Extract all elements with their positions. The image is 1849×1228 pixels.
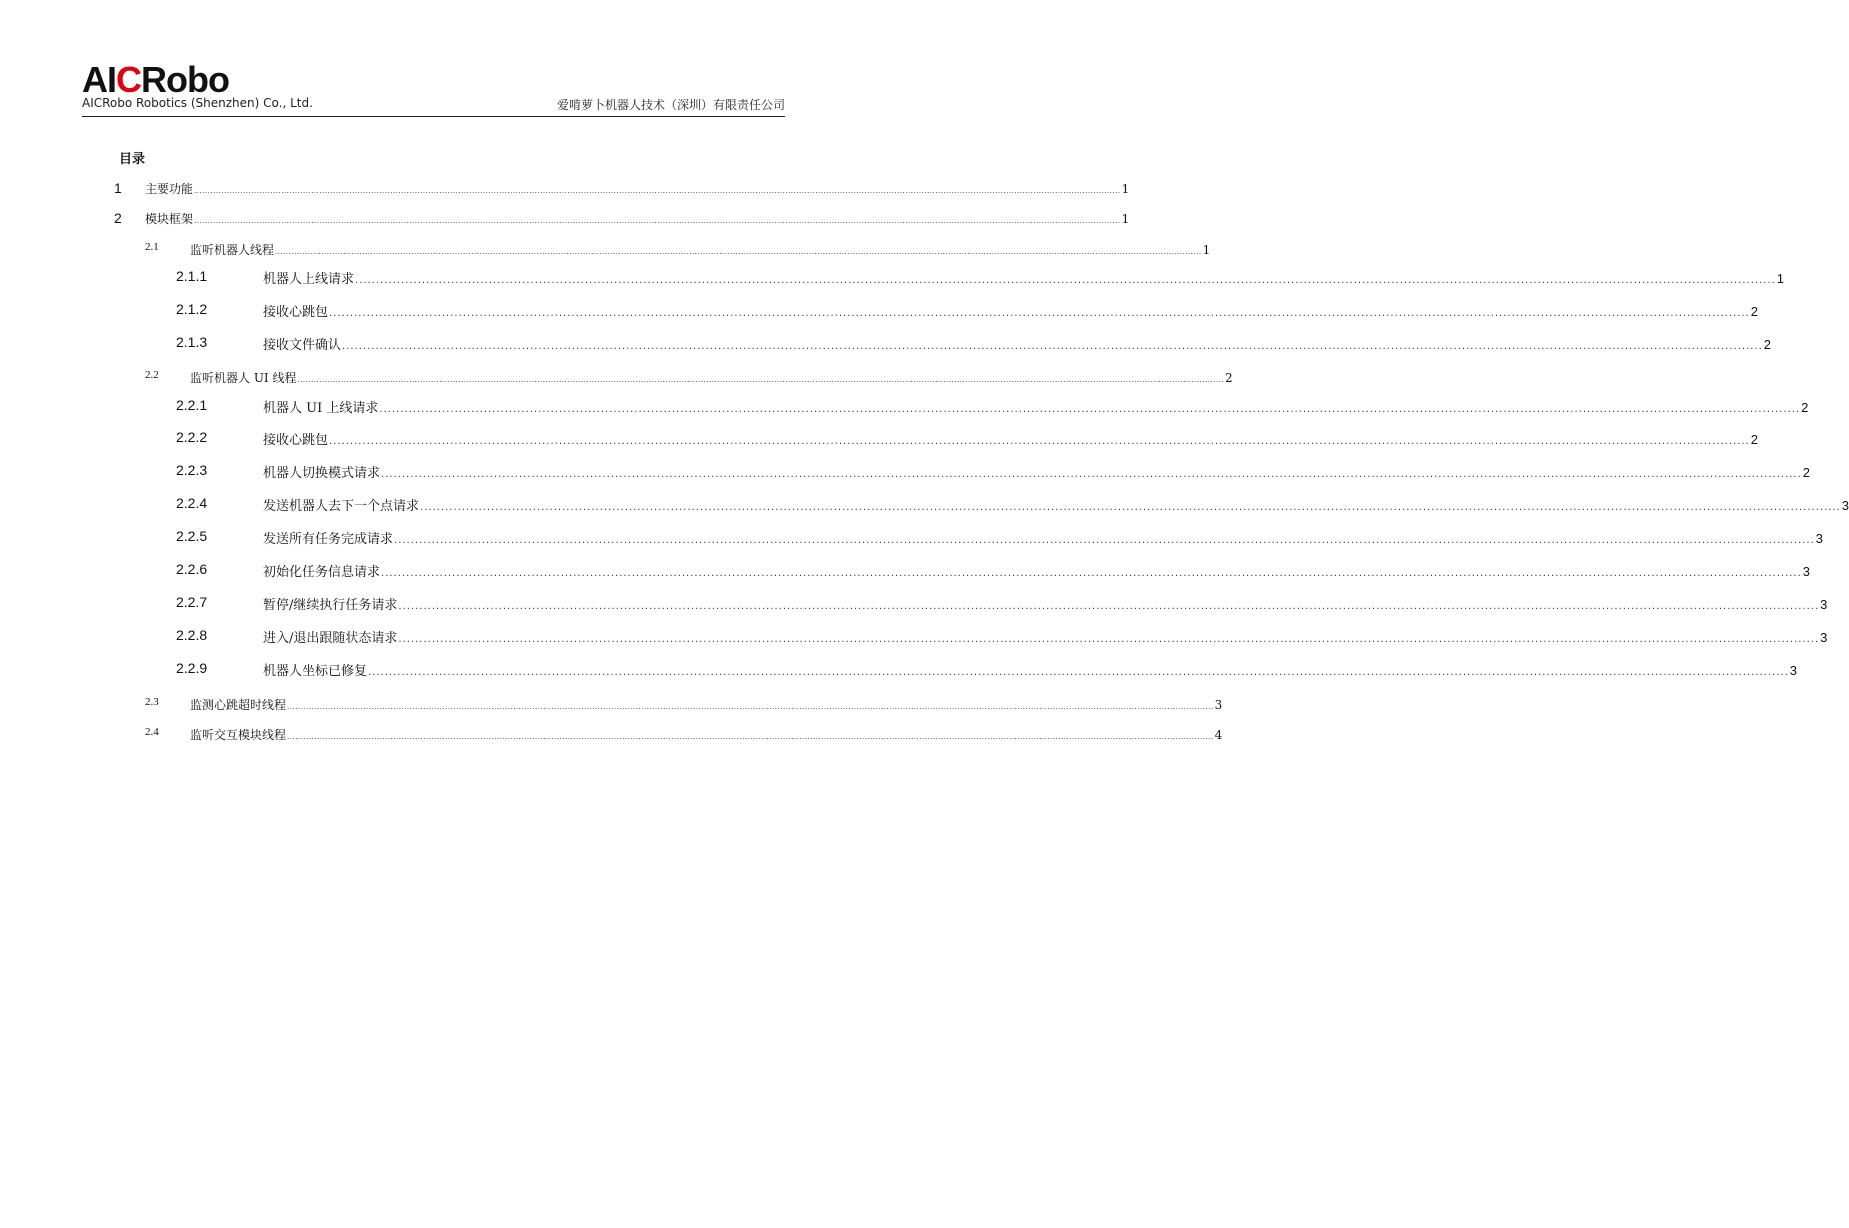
logo-text-c: C	[116, 59, 141, 100]
toc-entry-number: 2.2.5	[176, 528, 208, 544]
toc-entry-page: 2	[1750, 432, 1759, 447]
toc-entry-number: 2.1.2	[176, 301, 208, 317]
toc-entry-title: 发送所有任务完成请求	[263, 532, 394, 547]
toc-entry[interactable]	[0, 462, 1811, 484]
toc-entry-number: 2.2.9	[176, 660, 208, 676]
company-logo	[82, 59, 229, 100]
toc-entry-page: 3	[1802, 564, 1811, 579]
logo-text-ai: AI	[82, 59, 116, 100]
toc-entry-title: 机器人切换模式请求	[263, 466, 381, 481]
toc-entry[interactable]	[0, 301, 1759, 323]
toc-entry[interactable]	[0, 241, 1211, 263]
company-name-english: AICRobo Robotics (Shenzhen) Co., Ltd.	[82, 96, 313, 110]
toc-entry-number: 2.2.6	[176, 561, 208, 577]
toc-dot-leader: ....................................................................................................................................................................................................................................................................................................................................................	[287, 733, 1214, 741]
toc-dot-leader: ....................................................................................................................................................................................................................................................................................................................................................	[420, 502, 1841, 513]
toc-entry[interactable]	[0, 210, 1130, 232]
toc-entry-page: 3	[1841, 498, 1849, 513]
toc-entry-number: 1	[114, 180, 122, 196]
toc-dot-leader: ....................................................................................................................................................................................................................................................................................................................................................	[379, 404, 1801, 415]
toc-entry-number: 2.2.2	[176, 429, 208, 445]
toc-entry-page: 3	[1815, 531, 1824, 546]
toc-entry-page: 2	[1802, 465, 1811, 480]
toc-dot-leader: ....................................................................................................................................................................................................................................................................................................................................................	[329, 308, 1750, 319]
toc-dot-leader: ....................................................................................................................................................................................................................................................................................................................................................	[297, 376, 1225, 384]
toc-entry[interactable]	[0, 180, 1130, 202]
toc-dot-leader: ....................................................................................................................................................................................................................................................................................................................................................	[342, 341, 1763, 352]
toc-entry[interactable]	[0, 369, 1233, 391]
toc-entry[interactable]	[0, 268, 1785, 290]
toc-entry-title: 监听交互模块线程	[190, 728, 287, 742]
toc-entry-title: 主要功能	[145, 182, 194, 196]
toc-entry-number: 2.3	[145, 696, 159, 708]
toc-entry-number: 2.1.1	[176, 268, 208, 284]
toc-dot-leader: ....................................................................................................................................................................................................................................................................................................................................................	[381, 568, 1802, 579]
toc-entry[interactable]	[0, 397, 1809, 419]
toc-entry-title: 机器人坐标已修复	[263, 664, 368, 679]
company-name-chinese: 爱啃萝卜机器人技术（深圳）有限责任公司	[556, 98, 785, 112]
toc-entry-title: 模块框架	[145, 212, 194, 226]
toc-entry-title: 机器人上线请求	[263, 272, 355, 287]
toc-entry-page: 2	[1801, 400, 1809, 415]
toc-entry[interactable]	[0, 429, 1759, 451]
toc-entry-page: 2	[1763, 337, 1772, 352]
toc-entry[interactable]	[0, 561, 1811, 583]
toc-entry-page: 1	[1776, 271, 1785, 286]
toc-dot-leader: ....................................................................................................................................................................................................................................................................................................................................................	[194, 217, 1121, 225]
toc-entry-page: 4	[1214, 728, 1223, 742]
toc-entry[interactable]	[0, 594, 1828, 616]
toc-dot-leader: ....................................................................................................................................................................................................................................................................................................................................................	[275, 248, 1202, 256]
toc-entry-number: 2	[114, 210, 122, 226]
toc-dot-leader: ....................................................................................................................................................................................................................................................................................................................................................	[394, 535, 1815, 546]
toc-dot-leader: ....................................................................................................................................................................................................................................................................................................................................................	[368, 667, 1789, 678]
toc-entry-title: 接收文件确认	[263, 338, 342, 353]
toc-dot-leader: ....................................................................................................................................................................................................................................................................................................................................................	[398, 601, 1820, 612]
toc-entry-page: 3	[1820, 630, 1828, 645]
toc-entry-title: 暂停/继续执行任务请求	[263, 598, 398, 613]
toc-entry-title: 接收心跳包	[263, 305, 329, 320]
toc-entry-page: 3	[1789, 663, 1798, 678]
toc-entry-number: 2.1.3	[176, 334, 208, 350]
toc-entry-number: 2.2.4	[176, 495, 208, 511]
toc-entry-number: 2.4	[145, 726, 159, 738]
toc-entry-title: 初始化任务信息请求	[263, 565, 381, 580]
toc-entry-page: 1	[1202, 243, 1211, 257]
toc-entry-page: 1	[1121, 212, 1130, 226]
toc-dot-leader: ....................................................................................................................................................................................................................................................................................................................................................	[355, 275, 1776, 286]
toc-entry-title: 进入/退出跟随状态请求	[263, 631, 398, 646]
toc-heading: 目录	[119, 152, 146, 167]
toc-entry-title: 监测心跳超时线程	[190, 698, 287, 712]
toc-dot-leader: ....................................................................................................................................................................................................................................................................................................................................................	[381, 469, 1802, 480]
toc-entry[interactable]	[0, 528, 1824, 550]
toc-entry[interactable]	[0, 726, 1223, 748]
toc-entry-title: 发送机器人去下一个点请求	[263, 499, 420, 514]
header-divider	[82, 116, 785, 117]
toc-entry-number: 2.2	[145, 369, 159, 381]
toc-entry[interactable]	[0, 660, 1798, 682]
toc-entry[interactable]	[0, 696, 1223, 718]
toc-entry-number: 2.2.3	[176, 462, 208, 478]
toc-entry-number: 2.2.7	[176, 594, 208, 610]
toc-entry[interactable]	[0, 495, 1849, 517]
toc-entry[interactable]	[0, 334, 1772, 356]
toc-entry-page: 3	[1214, 698, 1223, 712]
toc-entry-title: 机器人 UI 上线请求	[263, 401, 379, 416]
toc-entry-title: 监听机器人线程	[190, 243, 275, 257]
logo-text-robo: Robo	[141, 59, 229, 100]
toc-entry-page: 1	[1121, 182, 1130, 196]
toc-entry-title: 监听机器人 UI 线程	[190, 371, 297, 385]
toc-dot-leader: ....................................................................................................................................................................................................................................................................................................................................................	[398, 634, 1820, 645]
toc-entry[interactable]	[0, 627, 1828, 649]
toc-entry-number: 2.2.1	[176, 397, 208, 413]
toc-entry-page: 2	[1750, 304, 1759, 319]
toc-dot-leader: ....................................................................................................................................................................................................................................................................................................................................................	[194, 187, 1121, 195]
toc-entry-title: 接收心跳包	[263, 433, 329, 448]
toc-entry-number: 2.1	[145, 241, 159, 253]
toc-entry-page: 3	[1820, 597, 1828, 612]
toc-dot-leader: ....................................................................................................................................................................................................................................................................................................................................................	[287, 703, 1214, 711]
toc-entry-page: 2	[1225, 371, 1233, 385]
toc-entry-number: 2.2.8	[176, 627, 208, 643]
toc-dot-leader: ....................................................................................................................................................................................................................................................................................................................................................	[329, 436, 1750, 447]
